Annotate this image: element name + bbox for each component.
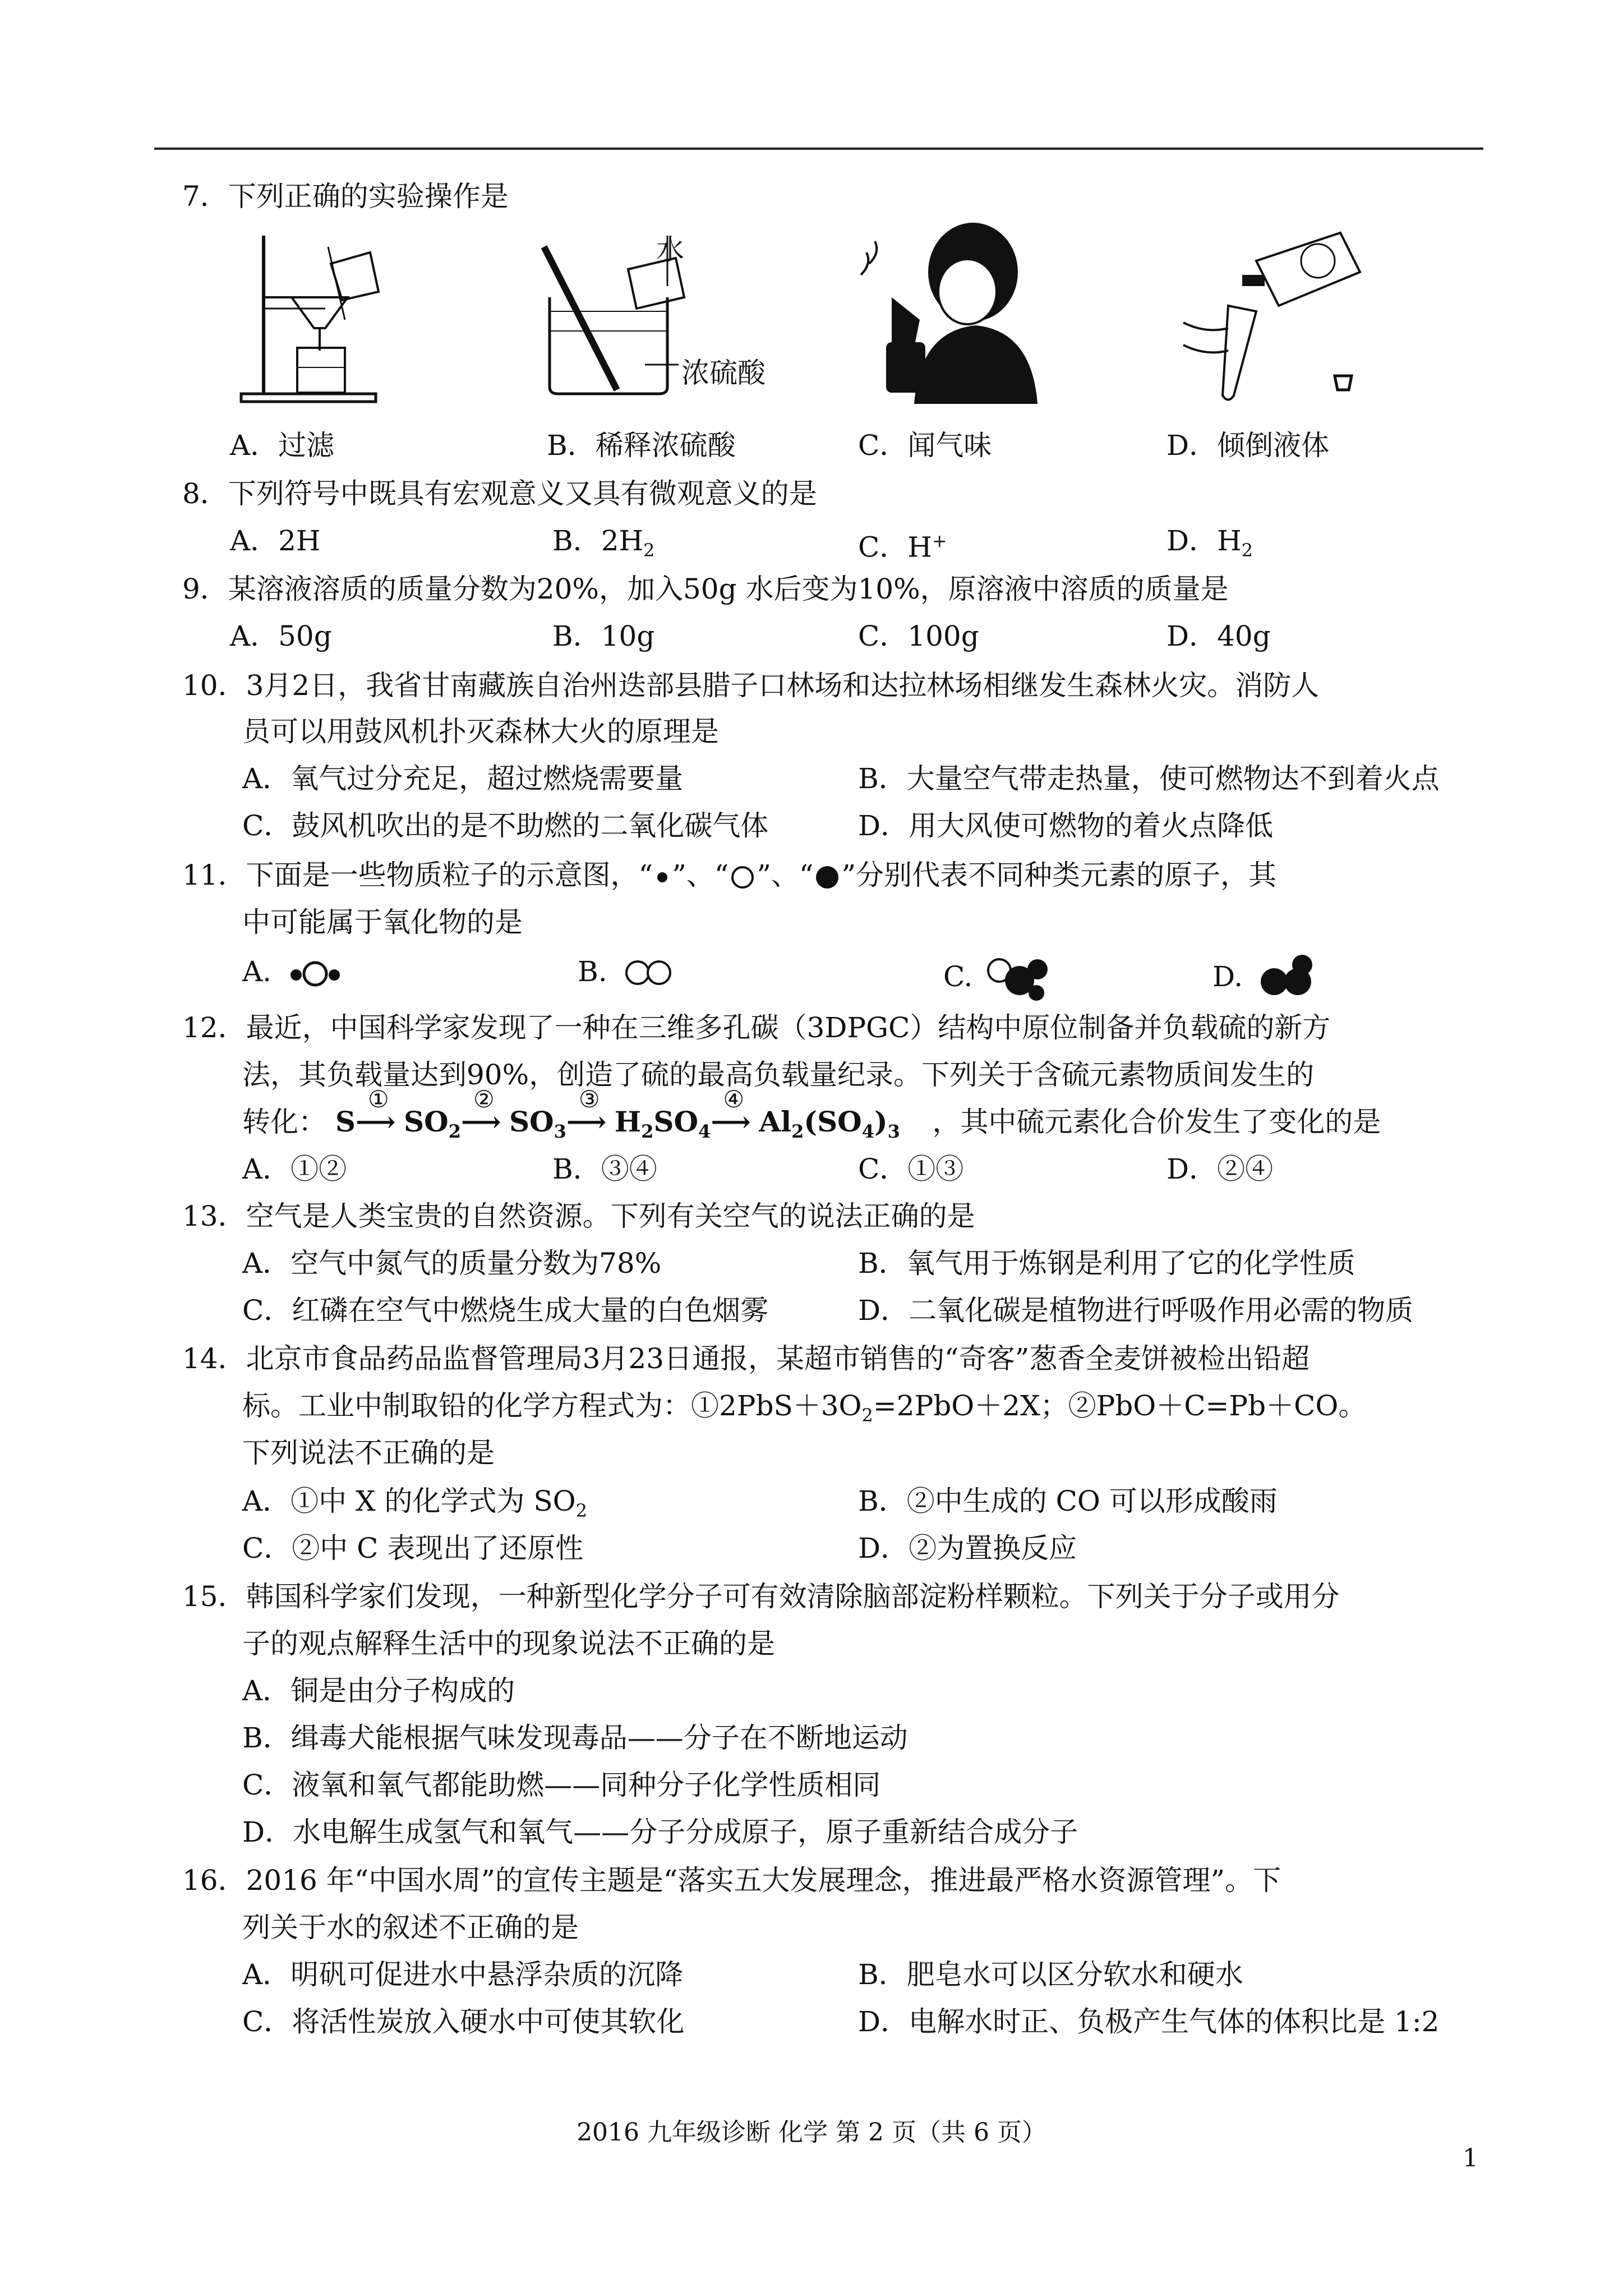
q13-option-a: A．空气中氮气的质量分数为78% [242,1247,662,1280]
q12-option-d: D．②④ [1166,1153,1274,1185]
q9-option-d: D．40g [1166,620,1271,652]
q14-stem-line3: 下列说法不正确的是 [242,1437,495,1469]
q8-option-c: C．H+ [858,530,947,564]
q11-stem-line2: 中可能属于氧化物的是 [242,906,523,938]
solid-atom-icon [813,863,841,891]
q15-option-d: D．水电解生成氢气和氧气——分子分成原子，原子重新结合成分子 [242,1816,1078,1848]
water-label: 水 [656,233,684,266]
q16-stem-line2: 列关于水的叙述不正确的是 [242,1911,579,1944]
q7-stem: 7．下列正确的实验操作是 [182,180,509,213]
q16-option-c: C．将活性炭放入硬水中可使其软化 [242,2005,685,2038]
q11-stem-line1: 11．下面是一些物质粒子的示意图，“ ”、“ ”、“ ”分别代表不同种类元素的原子，其 [182,859,1276,891]
molecule-c-icon [981,954,1054,1004]
q15-option-a: A．铜是由分子构成的 [242,1674,515,1707]
q16-option-d: D．电解水时正、负极产生气体的体积比是 1:2 [858,2005,1440,2038]
q14-option-c: C．②中 C 表现出了还原性 [242,1532,584,1565]
q7-option-c: C．闻气味 [858,429,992,462]
concentrated-acid-label: 浓硫酸 [681,357,766,389]
pouring-figure [1172,222,1374,407]
hollow-atom-icon [728,863,757,891]
q9-option-c: C．100g [858,620,979,652]
q10-option-a: A．氧气过分充足，超过燃烧需要量 [242,762,684,795]
q16-stem-line1: 16．2016 年“中国水周”的宣传主题是“落实五大发展理念，推进最严格水资源管理”。下 [182,1864,1281,1897]
q11-option-c: C. [943,954,1054,1004]
q11-option-b: B. [578,954,684,991]
q10-option-b: B．大量空气带走热量，使可燃物达不到着火点 [858,762,1440,795]
q13-stem: 13．空气是人类宝贵的自然资源。下列有关空气的说法正确的是 [182,1200,975,1232]
q10-option-d: D．用大风使可燃物的着火点降低 [858,809,1274,842]
q16-option-a: A．明矾可促进水中悬浮杂质的沉降 [242,1958,684,1991]
q10-stem-line1: 10．3月2日，我省甘南藏族自治州迭部县腊子口林场和达拉林场相继发生森林火灾。消防人 [182,669,1320,702]
molecule-b-icon [616,957,684,991]
q7-option-b: B．稀释浓硫酸 [547,429,736,462]
q8-option-a: A．2H [230,524,321,557]
q12-stem-line1: 12．最近，中国科学家发现了一种在三维多孔碳（3DPGC）结构中原位制备并负载硫的新方 [182,1011,1331,1044]
q9-option-b: B．10g [552,620,655,652]
q10-option-c: C．鼓风机吹出的是不助燃的二氧化碳气体 [242,809,769,842]
filtration-figure [236,230,381,404]
q8-stem: 8．下列符号中既具有宏观意义又具有微观意义的是 [182,477,817,510]
q11-option-d: D. [1212,954,1325,1004]
q8-option-d: D．$H_2$ [1166,524,1253,561]
sulfur-conversion-chain: S ① ⟶ $SO_2$ ② ⟶ $SO_3$ ③ ⟶ $H_2SO_4$ ④ ⟶ $Al_2(SO_4)_3$ [335,1085,900,1142]
q15-stem-line1: 15．韩国科学家们发现，一种新型化学分子可有效清除脑部淀粉样颗粒。下列关于分子或用分 [182,1580,1340,1613]
q14-option-d: D．②为置换反应 [858,1532,1077,1565]
q9-option-a: A．50g [230,620,332,652]
page-number: 1 [1463,2144,1478,2173]
q13-option-b: B．氧气用于炼钢是利用了它的化学性质 [858,1247,1355,1280]
q13-option-d: D．二氧化碳是植物进行呼吸作用必需的物质 [858,1294,1414,1327]
smelling-figure [852,219,1043,404]
q13-option-c: C．红磷在空气中燃烧生成大量的白色烟雾 [242,1294,769,1327]
q12-stem-line2: 法，其负载量达到90%，创造了硫的最高负载量纪录。下列关于含硫元素物质间发生的 [242,1059,1315,1091]
q12-option-a: A．①② [242,1153,347,1185]
q15-option-c: C．液氧和氧气都能助燃——同种分子化学性质相同 [242,1769,881,1801]
q14-option-a: A．①中 X 的化学式为 $SO_2$ [242,1485,587,1521]
q7-option-d: D．倾倒液体 [1166,429,1330,462]
q14-stem-line2: 标。工业中制取铅的化学方程式为：$①2PbS+3O_2=2PbO+2X$；②PbO＋C=Pb＋CO。 [242,1389,1367,1426]
q11-option-a: A. [242,954,348,991]
q16-option-b: B．肥皂水可以区分软水和硬水 [858,1958,1243,1991]
molecule-d-icon [1252,954,1325,1004]
q10-stem-line2: 员可以用鼓风机扑灭森林大火的原理是 [242,715,719,748]
q15-stem-line2: 子的观点解释生活中的现象说法不正确的是 [242,1627,775,1660]
header-rule [154,148,1483,150]
q12-stem-line3: 转化： S ① ⟶ $SO_2$ ② ⟶ $SO_3$ ③ ⟶ $H_2SO_4$ ④ ⟶ $Al_2(SO_4)_3$ ，其中硫元素化合价发生了变化的是 [242,1085,1381,1142]
q9-stem: 9．某溶液溶质的质量分数为20%，加入50g 水后变为10%，原溶液中溶质的质量是 [182,573,1229,605]
q14-option-b: B．②中生成的 CO 可以形成酸雨 [858,1485,1278,1517]
q12-option-c: C．①③ [858,1153,964,1185]
page-footer: 2016 九年级诊断 化学 第 2 页（共 6 页） [577,2118,1046,2147]
q8-option-b: B．$2H_2$ [552,524,655,561]
small-atom-icon [653,868,672,887]
q7-option-a: A．过滤 [230,429,335,462]
molecule-a-icon [280,957,348,991]
q15-option-b: B．缉毒犬能根据气味发现毒品——分子在不断地运动 [242,1722,908,1754]
q12-option-b: B．③④ [552,1153,657,1185]
q14-stem-line1: 14．北京市食品药品监督管理局3月23日通报，某超市销售的“奇客”葱香全麦饼被检出铅超 [182,1342,1310,1375]
